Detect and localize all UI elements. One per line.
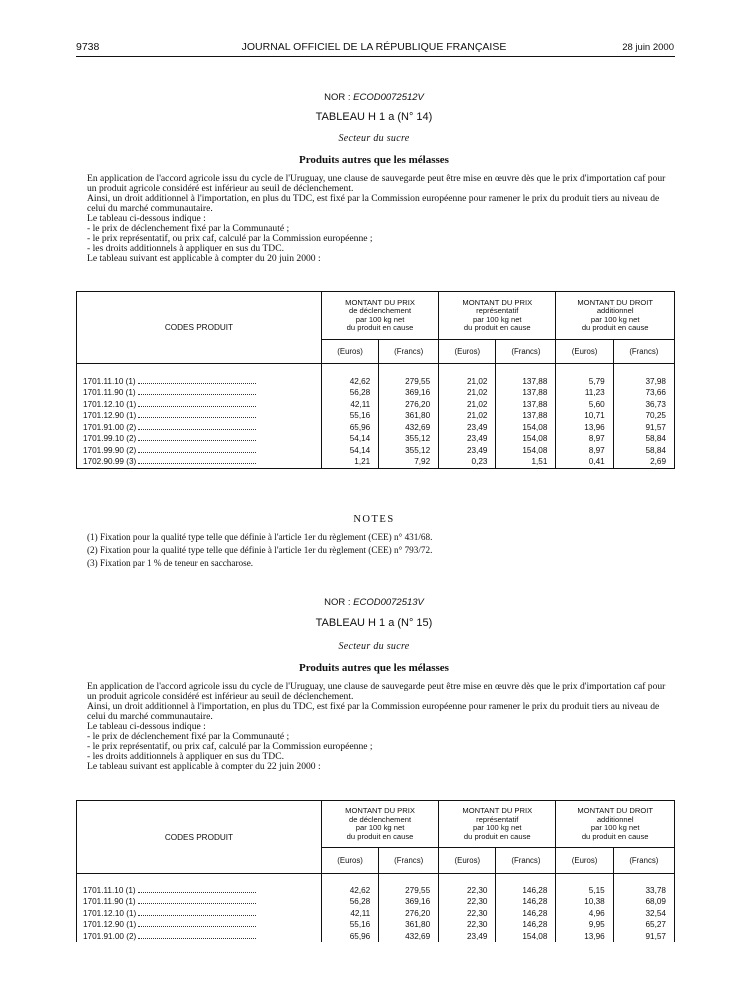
tariff-table bbox=[76, 800, 675, 942]
table-body bbox=[77, 376, 675, 469]
table-row: 1701.12.90 (1) 55,16 361,80 21,02 137,88 10,71 70,25 bbox=[77, 410, 675, 422]
paragraph: En application de l'accord agricole issu du cycle de l'Uruguay, une clause de sauvegarde peut être mise en œuvre dès que le prix d'importation caf pour un produit agricole considéré est inférieur au seuil de déclenchement. bbox=[87, 173, 666, 194]
table-body bbox=[77, 885, 675, 942]
table-row: 1701.91.00 (2) 65,96 432,69 23,49 154,08 13,96 91,57 bbox=[77, 422, 675, 434]
nor-reference bbox=[0, 597, 748, 608]
table-title: TABLEAU H 1 a (N° 14) bbox=[315, 111, 433, 123]
nor-reference bbox=[0, 92, 748, 103]
intro-paragraphs bbox=[87, 174, 677, 264]
unit-header: (Francs) bbox=[496, 848, 556, 874]
table-row: 1701.12.10 (1) 42,11 276,20 21,02 137,88 5,60 36,73 bbox=[77, 399, 675, 411]
group-header-trigger: MONTANT DU PRIX de déclenchement par 100 kg net du produit en cause bbox=[321, 292, 438, 340]
tariff-table bbox=[76, 291, 675, 469]
unit-header: (Francs) bbox=[613, 848, 674, 874]
table-row: 1701.99.90 (2) 54,14 355,12 23,49 154,08 8,97 58,84 bbox=[77, 445, 675, 457]
nor-code: ECOD0072513V bbox=[353, 597, 424, 608]
unit-header: (Francs) bbox=[379, 340, 439, 364]
paragraph: Le tableau ci-dessous indique : bbox=[87, 213, 206, 224]
codes-header: CODES PRODUIT bbox=[77, 801, 322, 874]
unit-header: (Euros) bbox=[321, 340, 378, 364]
unit-header: (Euros) bbox=[321, 848, 378, 874]
table-row: 1701.11.90 (1) 56,28 369,16 21,02 137,88 11,23 73,66 bbox=[77, 387, 675, 399]
unit-header: (Euros) bbox=[556, 848, 613, 874]
table-row: 1701.91.00 (2) 65,96 432,69 23,49 154,08 13,96 91,57 bbox=[77, 931, 675, 942]
nor-label: NOR : bbox=[324, 92, 351, 103]
note: (2) Fixation pour la qualité type telle que définie à l'article 1er du règlement (CEE) n° 793/72. bbox=[87, 545, 433, 555]
group-header-additional: MONTANT DU DROIT additionnel par 100 kg net du produit en cause bbox=[556, 292, 675, 340]
product-heading: Produits autres que les mélasses bbox=[299, 154, 449, 166]
page-date: 28 juin 2000 bbox=[622, 42, 674, 53]
unit-header: (Euros) bbox=[439, 340, 496, 364]
page-number: 9738 bbox=[76, 41, 100, 53]
codes-header: CODES PRODUIT bbox=[77, 292, 322, 364]
list-item: - le prix représentatif, ou prix caf, calculé par la Commission européenne ; bbox=[87, 741, 373, 752]
paragraph: Ainsi, un droit additionnel à l'importation, en plus du TDC, est fixé par la Commission européenne pour ramener le prix du produit tiers au niveau de celui du marché communautaire. bbox=[87, 701, 660, 722]
list-item: - le prix de déclenchement fixé par la Communauté ; bbox=[87, 731, 290, 742]
unit-header: (Francs) bbox=[379, 848, 439, 874]
unit-header: (Francs) bbox=[496, 340, 556, 364]
table-row: 1701.12.90 (1) 55,16 361,80 22,30 146,28 9,95 65,27 bbox=[77, 919, 675, 931]
nor-code: ECOD0072512V bbox=[353, 92, 424, 103]
table-row: 1701.99.10 (2) 54,14 355,12 23,49 154,08 8,97 58,84 bbox=[77, 433, 675, 445]
paragraph: Ainsi, un droit additionnel à l'importation, en plus du TDC, est fixé par la Commission européenne pour ramener le prix du produit tiers au niveau de celui du marché communautaire. bbox=[87, 193, 660, 214]
paragraph: Le tableau suivant est applicable à compter du 22 juin 2000 : bbox=[87, 761, 321, 772]
notes-title: NOTES bbox=[353, 514, 395, 525]
table-row: 1701.11.90 (1) 56,28 369,16 22,30 146,28 10,38 68,09 bbox=[77, 896, 675, 908]
unit-header: (Francs) bbox=[613, 340, 674, 364]
journal-title: JOURNAL OFFICIEL DE LA RÉPUBLIQUE FRANÇAISE bbox=[241, 41, 507, 53]
note: (3) Fixation par 1 % de teneur en saccharose. bbox=[87, 558, 254, 568]
group-header-representative: MONTANT DU PRIX représentatif par 100 kg net du produit en cause bbox=[439, 801, 556, 848]
nor-label: NOR : bbox=[324, 597, 351, 608]
sector-label: Secteur du sucre bbox=[338, 133, 410, 144]
list-item: - le prix de déclenchement fixé par la Communauté ; bbox=[87, 223, 290, 234]
intro-paragraphs bbox=[87, 682, 677, 772]
unit-header: (Euros) bbox=[439, 848, 496, 874]
table-row: 1701.11.10 (1) 42,62 279,55 21,02 137,88 5,79 37,98 bbox=[77, 376, 675, 388]
list-item: - le prix représentatif, ou prix caf, calculé par la Commission européenne ; bbox=[87, 233, 373, 244]
group-header-trigger: MONTANT DU PRIX de déclenchement par 100 kg net du produit en cause bbox=[321, 801, 438, 848]
table-row: 1702.90.99 (3) 1,21 7,92 0,23 1,51 0,41 2,69 bbox=[77, 456, 675, 468]
unit-header: (Euros) bbox=[556, 340, 613, 364]
table-row: 1701.12.10 (1) 42,11 276,20 22,30 146,28 4,96 32,54 bbox=[77, 908, 675, 920]
list-item: - les droits additionnels à appliquer en sus du TDC. bbox=[87, 243, 284, 254]
group-header-representative: MONTANT DU PRIX représentatif par 100 kg net du produit en cause bbox=[439, 292, 556, 340]
table-row: 1701.11.10 (1) 42,62 279,55 22,30 146,28 5,15 33,78 bbox=[77, 885, 675, 897]
table-title: TABLEAU H 1 a (N° 15) bbox=[315, 617, 433, 629]
paragraph: En application de l'accord agricole issu du cycle de l'Uruguay, une clause de sauvegarde peut être mise en œuvre dès que le prix d'importation caf pour un produit agricole considéré est inférieur au seuil de déclenchement. bbox=[87, 681, 666, 702]
paragraph: Le tableau suivant est applicable à compter du 20 juin 2000 : bbox=[87, 253, 321, 264]
note: (1) Fixation pour la qualité type telle que définie à l'article 1er du règlement (CEE) n° 431/68. bbox=[87, 532, 433, 542]
group-header-additional: MONTANT DU DROIT additionnel par 100 kg net du produit en cause bbox=[556, 801, 675, 848]
product-heading: Produits autres que les mélasses bbox=[299, 662, 449, 674]
sector-label: Secteur du sucre bbox=[338, 641, 410, 652]
paragraph: Le tableau ci-dessous indique : bbox=[87, 721, 206, 732]
header-rule bbox=[76, 56, 675, 57]
list-item: - les droits additionnels à appliquer en sus du TDC. bbox=[87, 751, 284, 762]
